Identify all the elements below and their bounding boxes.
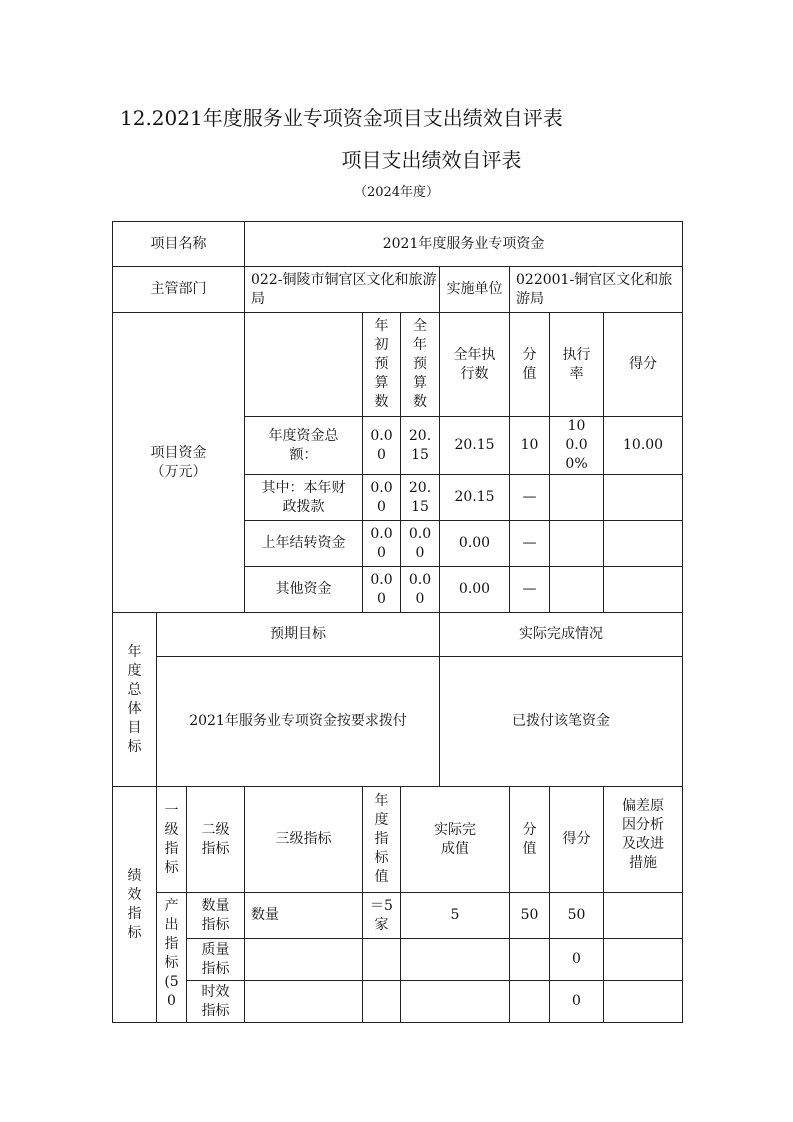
- funds-label: 项目资金（万元）: [113, 313, 245, 613]
- header-score-weight: 分值: [510, 313, 550, 417]
- indicator-score: 50: [550, 893, 604, 939]
- impl-value: 022001-铜官区文化和旅游局: [510, 267, 683, 313]
- indicator-level3: [245, 939, 363, 981]
- header-weight: 分值: [510, 787, 550, 893]
- goals-label: 年度总体目标: [113, 613, 157, 787]
- indicator-actual: [401, 981, 510, 1023]
- indicator-deviation: [604, 981, 683, 1023]
- header-full-budget: 全年预算数: [401, 313, 440, 417]
- fund-row-rate: [550, 567, 604, 613]
- indicator-target: [363, 939, 401, 981]
- fund-row-name: 年度资金总额：: [245, 417, 363, 475]
- header-level3: 三级指标: [245, 787, 363, 893]
- indicator-row: [113, 893, 683, 939]
- report-year: （2024年度）: [353, 185, 440, 200]
- fund-row-full: 20.15: [401, 475, 440, 521]
- fund-row-name: 上年结转资金: [245, 521, 363, 567]
- indicator-actual: [401, 939, 510, 981]
- performance-table: [112, 221, 683, 1023]
- actual-goal-value: 已拨付该笔资金: [440, 657, 683, 787]
- fund-row-full: 0.00: [401, 521, 440, 567]
- header-executed: 全年执行数: [440, 313, 510, 417]
- indicator-score: 0: [550, 939, 604, 981]
- project-name-label: 项目名称: [113, 222, 245, 267]
- header-actual: 实际完成值: [401, 787, 510, 893]
- project-name-value: 2021年度服务业专项资金: [245, 222, 683, 267]
- indicator-level3: [245, 981, 363, 1023]
- indicator-level2: 数量指标: [187, 893, 245, 939]
- indicator-level2: 时效指标: [187, 981, 245, 1023]
- header-score: 得分: [550, 787, 604, 893]
- fund-row-weight: 10: [510, 417, 550, 475]
- fund-row-executed: 20.15: [440, 475, 510, 521]
- indicator-target: [363, 981, 401, 1023]
- fund-row-executed: 0.00: [440, 567, 510, 613]
- fund-row-weight: —: [510, 521, 550, 567]
- header-target: 年度指标值: [363, 787, 401, 893]
- fund-row-begin: 0.00: [363, 521, 401, 567]
- indicator-target: ＝5家: [363, 893, 401, 939]
- fund-row-score: 10.00: [604, 417, 683, 475]
- page-heading: 12.2021年度服务业专项资金项目支出绩效自评表: [120, 106, 563, 130]
- indicator-row: [113, 981, 683, 1023]
- fund-row-begin: 0.00: [363, 567, 401, 613]
- indicator-actual: 5: [401, 893, 510, 939]
- fund-row-score: [604, 475, 683, 521]
- fund-row-name: 其他资金: [245, 567, 363, 613]
- fund-row-begin: 0.00: [363, 417, 401, 475]
- fund-row-rate: 100.00%: [550, 417, 604, 475]
- fund-row-score: [604, 521, 683, 567]
- actual-goal-header: 实际完成情况: [440, 613, 683, 657]
- fund-row-full: 20.15: [401, 417, 440, 475]
- funds-header-blank: [245, 313, 363, 417]
- header-level1: 一级指标: [157, 787, 187, 893]
- fund-row-full: 0.00: [401, 567, 440, 613]
- header-deviation: 偏差原因分析及改进措施: [604, 787, 683, 893]
- dept-label: 主管部门: [113, 267, 245, 313]
- fund-row-executed: 20.15: [440, 417, 510, 475]
- header-level2: 二级指标: [187, 787, 245, 893]
- fund-row-name: 其中：本年财政拨款: [245, 475, 363, 521]
- fund-row-begin: 0.00: [363, 475, 401, 521]
- fund-row-rate: [550, 521, 604, 567]
- header-score: 得分: [604, 313, 683, 417]
- impl-label: 实施单位: [440, 267, 510, 313]
- indicator-weight: [510, 939, 550, 981]
- expected-goal-header: 预期目标: [157, 613, 440, 657]
- header-begin-budget: 年初预算数: [363, 313, 401, 417]
- fund-row-weight: —: [510, 567, 550, 613]
- indicator-score: 0: [550, 981, 604, 1023]
- indicator-deviation: [604, 893, 683, 939]
- fund-row-executed: 0.00: [440, 521, 510, 567]
- indicator-row: [113, 939, 683, 981]
- indicator-level3: 数量: [245, 893, 363, 939]
- fund-row-rate: [550, 475, 604, 521]
- fund-row-score: [604, 567, 683, 613]
- indicator-weight: [510, 981, 550, 1023]
- indicator-weight: 50: [510, 893, 550, 939]
- indicator-deviation: [604, 939, 683, 981]
- indicator-category: 产出指标(50: [157, 893, 187, 1023]
- fund-row-weight: —: [510, 475, 550, 521]
- header-exec-rate: 执行率: [550, 313, 604, 417]
- dept-value: 022-铜陵市铜官区文化和旅游局: [245, 267, 440, 313]
- table-title: 项目支出绩效自评表: [341, 148, 522, 172]
- indicator-level2: 质量指标: [187, 939, 245, 981]
- expected-goal-value: 2021年服务业专项资金按要求拨付: [157, 657, 440, 787]
- indicators-label: 绩效指标: [113, 787, 157, 1023]
